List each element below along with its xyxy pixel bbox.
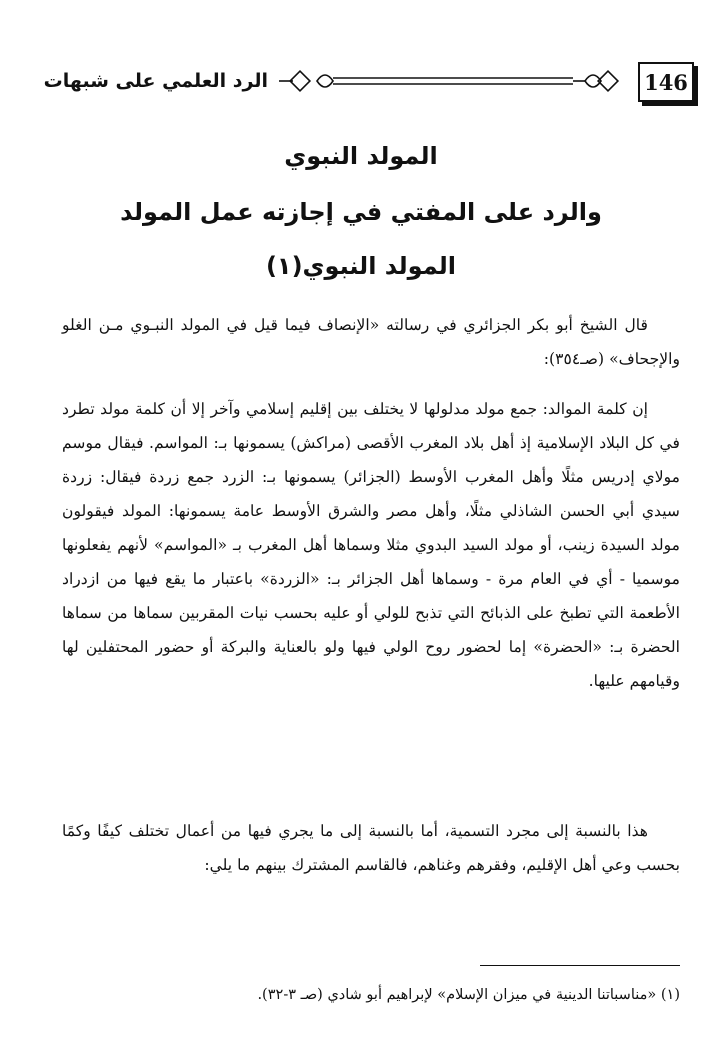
paragraph-text: إن كلمة الموالد: جمع مولد مدلولها لا يختلف بين إقليم إسلامي وآخر إلا أن كلمة مولد تطرد في كل البلاد الإسلامية إذ أهل بلاد المغرب الأقصى (مراكش) يسمونها بـ: المواسم. فيقال موسم مولاي إدريس مثلًا وأهل المغرب الأوسط (الجزائر) يسمونها بـ: الزرد جمع زردة فيقال: زردة سيدي أبي الحسن الشاذلي مثلًا، وأهل مصر والشرق الأوسط عامة يسمونها: المولد فيقولون مولد السيدة زينب، أو مولد السيد البدوي مثلا وسماها أهل المغرب بـ «المواسم» لأنهم يفعلونها موسميا - أي في العام مرة - وسماها أهل الجزائر بـ: «الزردة» باعتبار ما يقع فيها من ازدراد الأطعمة التي تطبخ على الذبائح التي تذبح للولي أو عليه بحسب نيات المقربين سماها من سماها الحضرة بـ: «الحضرة» إما لحضور روح الولي فيها ولو بالعناية والبركة أو حضور المحتفلين لها وقيامهم عليها.: [62, 400, 680, 690]
section-heading: المولد النبوي: [284, 142, 438, 170]
footnote: (١) «مناسباتنا الدينية في ميزان الإسلام» لإبراهيم أبو شادي (صـ ٣-٣٢).: [257, 987, 680, 1003]
page-header: [43, 62, 688, 112]
paragraph-text: قال الشيخ أبو بكر الجزائري في رسالته «الإنصاف فيما قيل في المولد النبـوي مـن الغلو والإجحاف» (صـ٣٥٤):: [62, 316, 680, 368]
running-title: الرد العلمي على شبهات: [43, 70, 268, 92]
section-subheading: والرد على المفتي في إجازته عمل المولد: [120, 198, 602, 226]
paragraph: [62, 392, 680, 698]
paragraph: [62, 814, 680, 882]
paragraph: [62, 308, 680, 376]
section-heading-footnoted: المولد النبوي(١): [265, 252, 457, 280]
page-number: 146: [638, 62, 694, 102]
header-ornament: [273, 66, 633, 106]
paragraph-text: هذا بالنسبة إلى مجرد التسمية، أما بالنسبة إلى ما يجري فيها من أعمال تختلف كيفًا وكمًا بحسب وعي أهل الإقليم، وفقرهم وغناهم، فالقاسم المشترك بينهم ما يلي:: [62, 822, 680, 874]
footnote-divider: [480, 965, 680, 966]
